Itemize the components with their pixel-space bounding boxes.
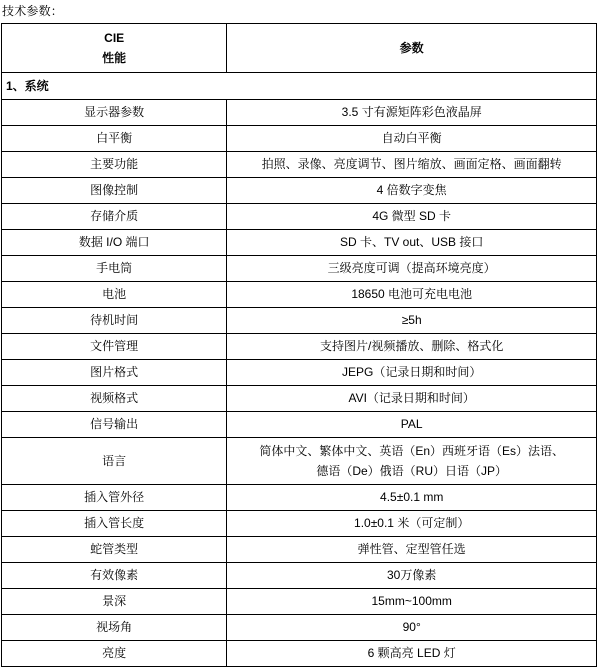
row-label: 有效像素 (2, 563, 227, 589)
row-label: 视频格式 (2, 386, 227, 412)
row-value: SD 卡、TV out、USB 接口 (227, 230, 597, 256)
table-row (2, 537, 597, 563)
row-value: 4.5±0.1 mm (227, 485, 597, 511)
row-value-line-1: 简体中文、繁体中文、英语（En）西班牙语（Es）法语、 (259, 444, 565, 458)
row-value: 30万像素 (227, 563, 597, 589)
row-value: 4 倍数字变焦 (227, 178, 597, 204)
table-row (2, 308, 597, 334)
row-value: 1.0±0.1 米（可定制） (227, 511, 597, 537)
row-label: 存储介质 (2, 204, 227, 230)
table-row (2, 412, 597, 438)
section-row-system (2, 73, 597, 100)
table-row (2, 438, 597, 485)
row-label: 手电筒 (2, 256, 227, 282)
row-value: 18650 电池可充电电池 (227, 282, 597, 308)
table-row (2, 230, 597, 256)
table-row (2, 386, 597, 412)
row-value: 3.5 寸有源矩阵彩色液晶屏 (227, 100, 597, 126)
table-row (2, 334, 597, 360)
table-row (2, 178, 597, 204)
table-row (2, 589, 597, 615)
row-label: 语言 (2, 438, 227, 485)
row-value (227, 438, 597, 485)
row-value: PAL (227, 412, 597, 438)
row-value-line-2: 德语（De）俄语（RU）日语（JP） (316, 464, 508, 478)
row-value: 拍照、录像、亮度调节、图片缩放、画面定格、画面翻转 (227, 152, 597, 178)
row-value: 自动白平衡 (227, 126, 597, 152)
table-row (2, 615, 597, 641)
row-label: 景深 (2, 589, 227, 615)
row-label: 插入管长度 (2, 511, 227, 537)
row-value: 三级亮度可调（提高环境亮度） (227, 256, 597, 282)
row-label: 数据 I/O 端口 (2, 230, 227, 256)
row-value: ≥5h (227, 308, 597, 334)
row-label: 主要功能 (2, 152, 227, 178)
row-value: 支持图片/视频播放、删除、格式化 (227, 334, 597, 360)
row-value: AVI（记录日期和时间） (227, 386, 597, 412)
row-value: 弹性管、定型管任选 (227, 537, 597, 563)
row-label: 白平衡 (2, 126, 227, 152)
row-value: 6 颗高亮 LED 灯 (227, 641, 597, 667)
spec-table-body (2, 24, 597, 667)
row-label: 电池 (2, 282, 227, 308)
table-row (2, 100, 597, 126)
table-row (2, 282, 597, 308)
row-label: 文件管理 (2, 334, 227, 360)
section-title: 1、系统 (2, 73, 597, 100)
row-label: 亮度 (2, 641, 227, 667)
row-label: 待机时间 (2, 308, 227, 334)
table-row (2, 641, 597, 667)
table-row (2, 256, 597, 282)
row-label: 信号输出 (2, 412, 227, 438)
table-row (2, 204, 597, 230)
header-performance-label: 性能 (102, 51, 127, 65)
spec-table (1, 23, 597, 667)
row-value: JEPG（记录日期和时间） (227, 360, 597, 386)
table-header-row (2, 24, 597, 73)
row-label: 插入管外径 (2, 485, 227, 511)
row-value: 90° (227, 615, 597, 641)
row-label: 图像控制 (2, 178, 227, 204)
header-cell-parameter: 参数 (227, 24, 597, 73)
table-row (2, 360, 597, 386)
table-row (2, 485, 597, 511)
header-cie-label: CIE (104, 31, 125, 45)
row-value: 15mm~100mm (227, 589, 597, 615)
row-value: 4G 微型 SD 卡 (227, 204, 597, 230)
row-label: 显示器参数 (2, 100, 227, 126)
table-row (2, 563, 597, 589)
intro-text: 技术参数： (2, 4, 64, 18)
header-cell-cie (2, 24, 227, 73)
row-label: 图片格式 (2, 360, 227, 386)
table-row (2, 126, 597, 152)
row-label: 蛇管类型 (2, 537, 227, 563)
table-row (2, 511, 597, 537)
table-row (2, 152, 597, 178)
row-label: 视场角 (2, 615, 227, 641)
